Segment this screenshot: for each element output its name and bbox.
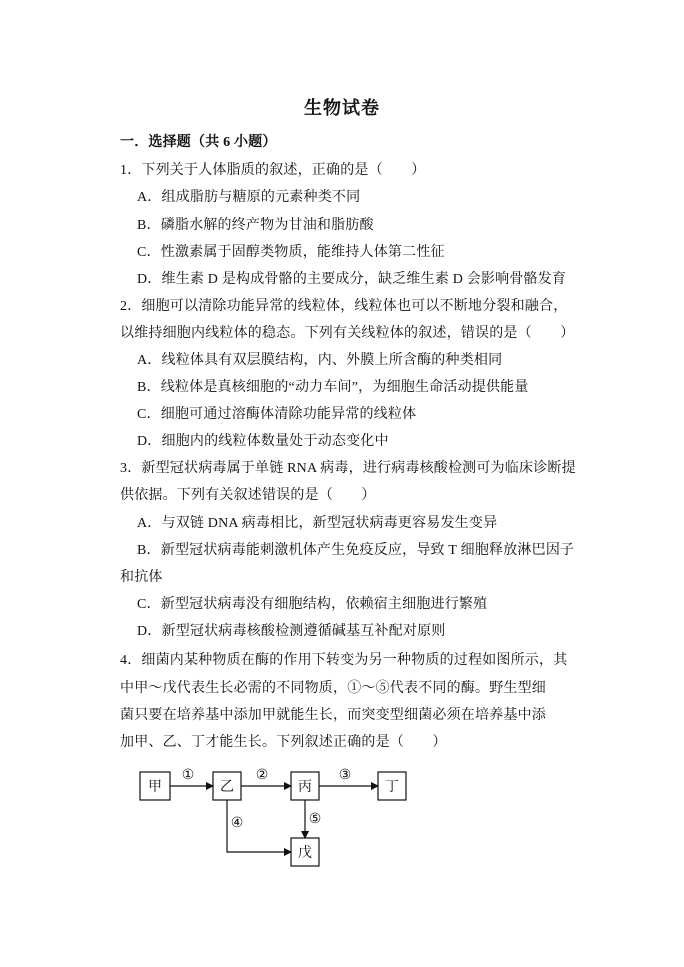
question-1-option-a: A．组成脂肪与糖原的元素种类不同 bbox=[137, 190, 361, 205]
question-3-option-a: A．与双链 DNA 病毒相比，新型冠状病毒更容易发生变异 bbox=[137, 516, 498, 531]
question-2-stem-line-2: 以维持细胞内线粒体的稳态。下列有关线粒体的叙述，错误的是（ ） bbox=[120, 326, 575, 341]
enzyme-label-2: ② bbox=[255, 768, 269, 783]
question-4-stem-line-4: 加甲、乙、丁才能生长。下列叙述正确的是（ ） bbox=[120, 735, 447, 750]
section-heading: 一．选择题（共 6 小题） bbox=[120, 135, 277, 150]
node-label-bing: 丙 bbox=[298, 780, 312, 795]
question-1-stem: 1．下列关于人体脂质的叙述，正确的是（ ） bbox=[120, 163, 426, 178]
question-2-option-d: D．细胞内的线粒体数量处于动态变化中 bbox=[137, 434, 389, 449]
question-2-option-c: C．细胞可通过溶酶体清除功能异常的线粒体 bbox=[137, 407, 417, 422]
question-2-stem-line-1: 2．细胞可以清除功能异常的线粒体，线粒体也可以不断地分裂和融合， bbox=[120, 299, 568, 314]
question-3-option-b-continuation: 和抗体 bbox=[120, 570, 163, 585]
question-4-stem-line-3: 菌只要在培养基中添加甲就能生长，而突变型细菌必须在培养基中添 bbox=[120, 708, 546, 723]
enzyme-pathway-diagram bbox=[130, 760, 420, 875]
node-label-ding: 丁 bbox=[385, 780, 399, 795]
question-3-stem-line-1: 3．新型冠状病毒属于单链 RNA 病毒，进行病毒核酸检测可为临床诊断提 bbox=[120, 461, 576, 476]
node-label-yi: 乙 bbox=[220, 780, 234, 795]
page-title: 生物试卷 bbox=[304, 98, 380, 118]
question-3-option-d: D．新型冠状病毒核酸检测遵循碱基互补配对原则 bbox=[137, 624, 446, 639]
question-3-option-c: C．新型冠状病毒没有细胞结构，依赖宿主细胞进行繁殖 bbox=[137, 597, 488, 612]
node-label-wu: 戊 bbox=[298, 846, 312, 861]
question-3-stem-line-2: 供依据。下列有关叙述错误的是（ ） bbox=[120, 488, 376, 503]
question-1-option-b: B．磷脂水解的终产物为甘油和脂肪酸 bbox=[137, 218, 374, 233]
question-3-option-b: B．新型冠状病毒能刺激机体产生免疫反应，导致 T 细胞释放淋巴因子 bbox=[137, 543, 575, 558]
question-4-stem-line-1: 4．细菌内某种物质在酶的作用下转变为另一种物质的过程如图所示，其 bbox=[120, 653, 568, 668]
enzyme-label-4: ④ bbox=[230, 816, 244, 831]
question-2-option-b: B．线粒体是真核细胞的“动力车间”，为细胞生命活动提供能量 bbox=[137, 380, 529, 395]
question-2-option-a: A．线粒体具有双层膜结构，内、外膜上所含酶的种类相同 bbox=[137, 353, 503, 368]
question-1-option-d: D．维生素 D 是构成骨骼的主要成分，缺乏维生素 D 会影响骨骼发育 bbox=[137, 272, 567, 287]
enzyme-label-3: ③ bbox=[338, 768, 352, 783]
enzyme-label-1: ① bbox=[181, 768, 195, 783]
node-label-jia: 甲 bbox=[148, 780, 162, 795]
question-4-stem-line-2: 中甲～戊代表生长必需的不同物质，①～⑤代表不同的酶。野生型细 bbox=[120, 681, 546, 696]
question-1-option-c: C．性激素属于固醇类物质，能维持人体第二性征 bbox=[137, 245, 445, 260]
enzyme-label-5: ⑤ bbox=[308, 812, 322, 827]
